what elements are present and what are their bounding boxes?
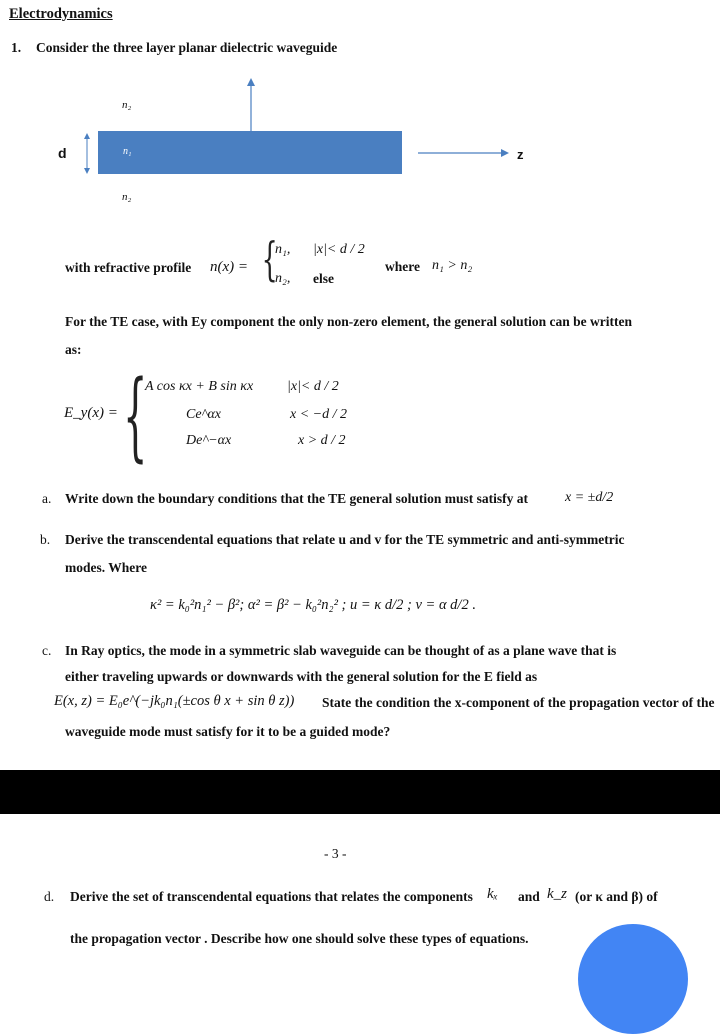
top-cladding-label: n₂ — [122, 99, 132, 111]
floating-action-button[interactable] — [578, 924, 688, 1034]
core-label: n₁ — [123, 146, 132, 157]
z-arrow-head — [501, 149, 509, 157]
part-b-line1: Derive the transcendental equations that relate u and v for the TE symmetric and anti-symmetric — [65, 532, 625, 547]
part-c-line1: In Ray optics, the mode in a symmetric slab waveguide can be thought of as a plane wave that is — [65, 643, 617, 658]
solution-row1-cond: |x|< d / 2 — [287, 379, 339, 394]
part-c-field-equation: E(x, z) = E₀e^(−jk₀n₁(±cos θ x + sin θ z)) — [54, 693, 295, 709]
bottom-cladding-label: n₂ — [122, 191, 132, 203]
part-d-label: d. — [44, 889, 55, 904]
solution-lhs: E_y(x) = — [64, 405, 118, 421]
solution-row2-cond: x < −d / 2 — [290, 407, 347, 422]
page-number: - 3 - — [324, 846, 347, 861]
thickness-label: d — [58, 145, 67, 161]
part-d-paren: (or κ and β) of — [575, 889, 658, 904]
solution-row3-cond: x > d / 2 — [298, 433, 346, 448]
part-c-line3: State the condition the x-component of the propagation vector of the — [322, 695, 715, 710]
where-relation: n₁ > n₂ — [432, 258, 473, 273]
part-c-line4: waveguide mode must satisfy for it to be a guided mode? — [65, 724, 391, 739]
part-d-line1: Derive the set of transcendental equations that relates the components — [70, 889, 473, 904]
profile-case2-value: n₂, — [275, 271, 291, 286]
part-d-line2: the propagation vector . Describe how one should solve these types of equations. — [70, 931, 529, 946]
part-d-kz: k_z — [547, 886, 567, 902]
solution-row3-expr: De^−αx — [186, 433, 232, 448]
part-b-label: b. — [40, 532, 51, 547]
profile-lhs: n(x) = — [210, 259, 249, 275]
profile-case1-value: n₁, — [275, 242, 291, 257]
te-text-line2: as: — [65, 342, 82, 357]
part-c-line2: either traveling upwards or downwards with the general solution for the E field as — [65, 669, 538, 684]
part-d-and: and — [518, 889, 540, 904]
z-axis-label: z — [517, 147, 524, 162]
profile-brace: { — [261, 232, 278, 286]
where-word: where — [385, 259, 420, 274]
part-a-text: Write down the boundary conditions that the TE general solution must satisfy at — [65, 491, 529, 506]
part-c-label: c. — [42, 643, 52, 658]
diagram-arrows — [0, 0, 720, 230]
x-arrow-head — [247, 78, 255, 86]
page-heading: Electrodynamics — [9, 6, 113, 22]
part-b-line2: modes. Where — [65, 560, 147, 575]
solution-brace: { — [123, 360, 148, 472]
profile-intro: with refractive profile — [65, 260, 192, 275]
profile-case1-cond: |x|< d / 2 — [313, 242, 365, 257]
question-text: Consider the three layer planar dielectric waveguide — [36, 40, 338, 55]
solution-row1-expr: A cos κx + B sin κx — [145, 379, 254, 394]
thickness-arrow-bottom — [84, 168, 90, 174]
te-text-line1: For the TE case, with Ey component the only non-zero element, the general solution can be written — [65, 314, 632, 329]
part-a-label: a. — [42, 491, 52, 506]
question-number: 1. — [11, 40, 22, 55]
thickness-arrow-top — [84, 133, 90, 139]
part-a-math: x = ±d/2 — [565, 490, 614, 505]
solution-row2-expr: Ce^αx — [186, 407, 222, 422]
redaction-bar — [0, 770, 720, 814]
part-b-equation: κ² = k₀²n₁² − β²; α² = β² − k₀²n₂² ; u = κ d/2 ; v = α d/2 . — [150, 597, 476, 613]
part-d-kx: kₓ — [487, 886, 498, 902]
profile-case2-cond: else — [313, 271, 334, 286]
